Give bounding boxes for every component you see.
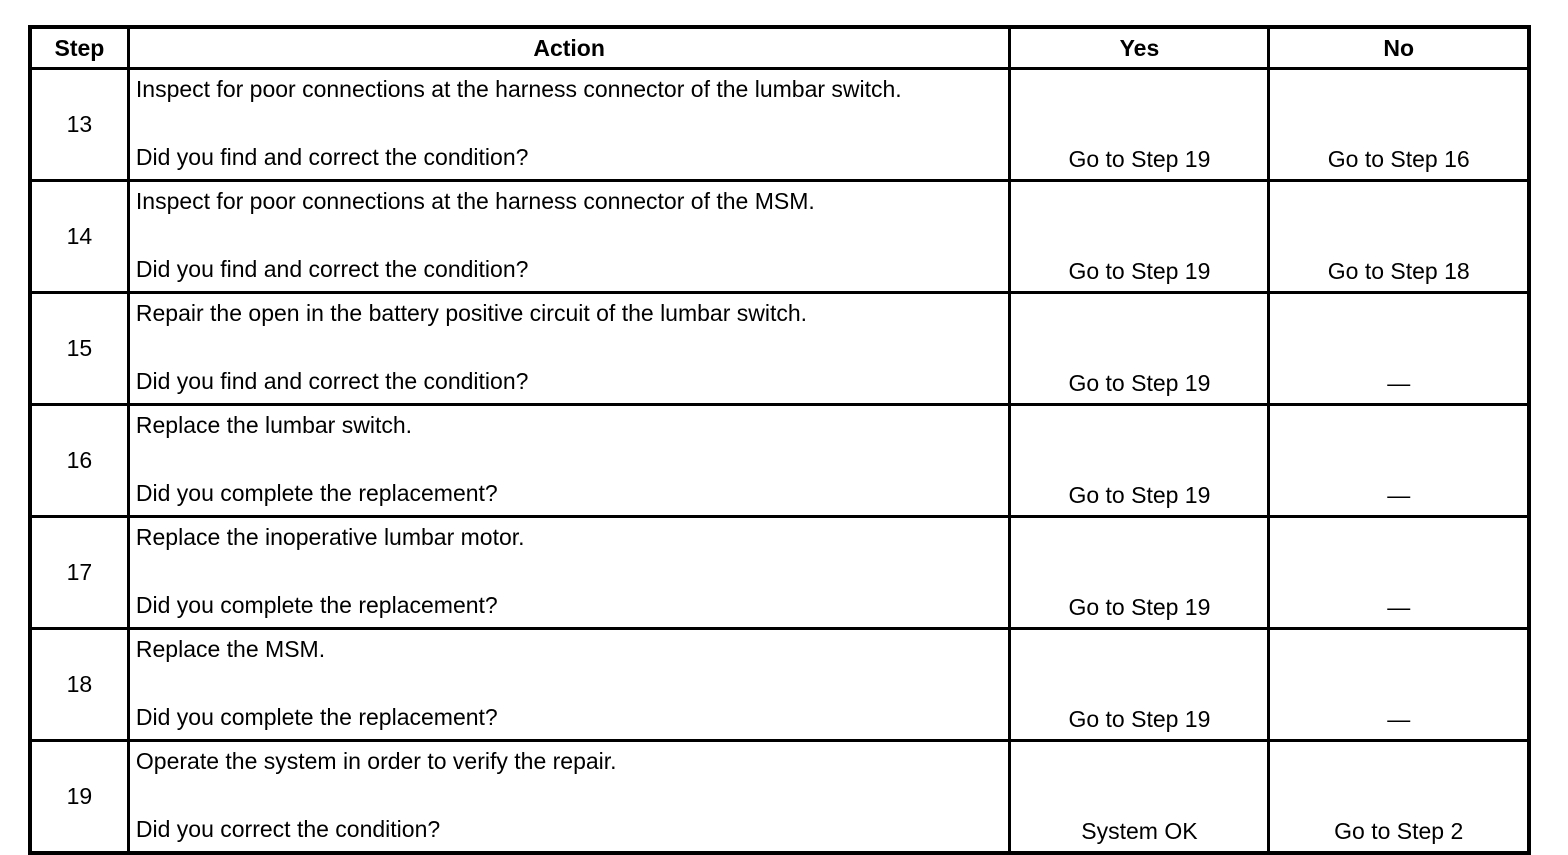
- no-result: Go to Step 2: [1269, 741, 1529, 854]
- step-number: 14: [30, 181, 128, 293]
- action-text: Inspect for poor connections at the harness connector of the MSM.: [135, 188, 815, 214]
- no-result: Go to Step 18: [1269, 181, 1529, 293]
- yes-result: System OK: [1010, 741, 1269, 854]
- action-text: Replace the inoperative lumbar motor.: [135, 524, 525, 550]
- table-row: [30, 69, 1529, 181]
- header-yes: Yes: [1010, 27, 1269, 69]
- table-row: [30, 517, 1529, 629]
- action-text: Replace the MSM.: [135, 636, 326, 662]
- question-text: Did you complete the replacement?: [135, 704, 498, 730]
- yes-result: Go to Step 19: [1010, 293, 1269, 405]
- action-cell: [128, 517, 1010, 629]
- no-result: —: [1269, 629, 1529, 741]
- no-result: Go to Step 16: [1269, 69, 1529, 181]
- step-number: 18: [30, 629, 128, 741]
- action-cell: [128, 405, 1010, 517]
- action-cell: [128, 293, 1010, 405]
- step-number: 15: [30, 293, 128, 405]
- action-text: Replace the lumbar switch.: [135, 412, 413, 438]
- question-text: Did you complete the replacement?: [135, 592, 498, 618]
- step-number: 16: [30, 405, 128, 517]
- header-step: Step: [30, 27, 128, 69]
- header-action: Action: [128, 27, 1010, 69]
- action-cell: [128, 69, 1010, 181]
- action-text: Inspect for poor connections at the harness connector of the lumbar switch.: [135, 76, 902, 102]
- table-row: [30, 629, 1529, 741]
- step-number: 13: [30, 69, 128, 181]
- yes-result: Go to Step 19: [1010, 629, 1269, 741]
- action-text: Operate the system in order to verify the repair.: [135, 748, 617, 774]
- no-result: —: [1269, 517, 1529, 629]
- no-result: —: [1269, 293, 1529, 405]
- action-cell: [128, 741, 1010, 854]
- step-number: 19: [30, 741, 128, 854]
- table-row: [30, 741, 1529, 854]
- action-text: Repair the open in the battery positive circuit of the lumbar switch.: [135, 300, 808, 326]
- no-result: —: [1269, 405, 1529, 517]
- action-cell: [128, 181, 1010, 293]
- question-text: Did you complete the replacement?: [135, 480, 498, 506]
- question-text: Did you find and correct the condition?: [135, 144, 529, 170]
- table-row: [30, 405, 1529, 517]
- yes-result: Go to Step 19: [1010, 69, 1269, 181]
- table-row: [30, 293, 1529, 405]
- header-row: [30, 27, 1529, 69]
- question-text: Did you correct the condition?: [135, 816, 441, 842]
- yes-result: Go to Step 19: [1010, 405, 1269, 517]
- question-text: Did you find and correct the condition?: [135, 256, 529, 282]
- yes-result: Go to Step 19: [1010, 181, 1269, 293]
- header-no: No: [1269, 27, 1529, 69]
- step-number: 17: [30, 517, 128, 629]
- action-cell: [128, 629, 1010, 741]
- diagnostic-table: [28, 25, 1531, 855]
- table-row: [30, 181, 1529, 293]
- question-text: Did you find and correct the condition?: [135, 368, 529, 394]
- yes-result: Go to Step 19: [1010, 517, 1269, 629]
